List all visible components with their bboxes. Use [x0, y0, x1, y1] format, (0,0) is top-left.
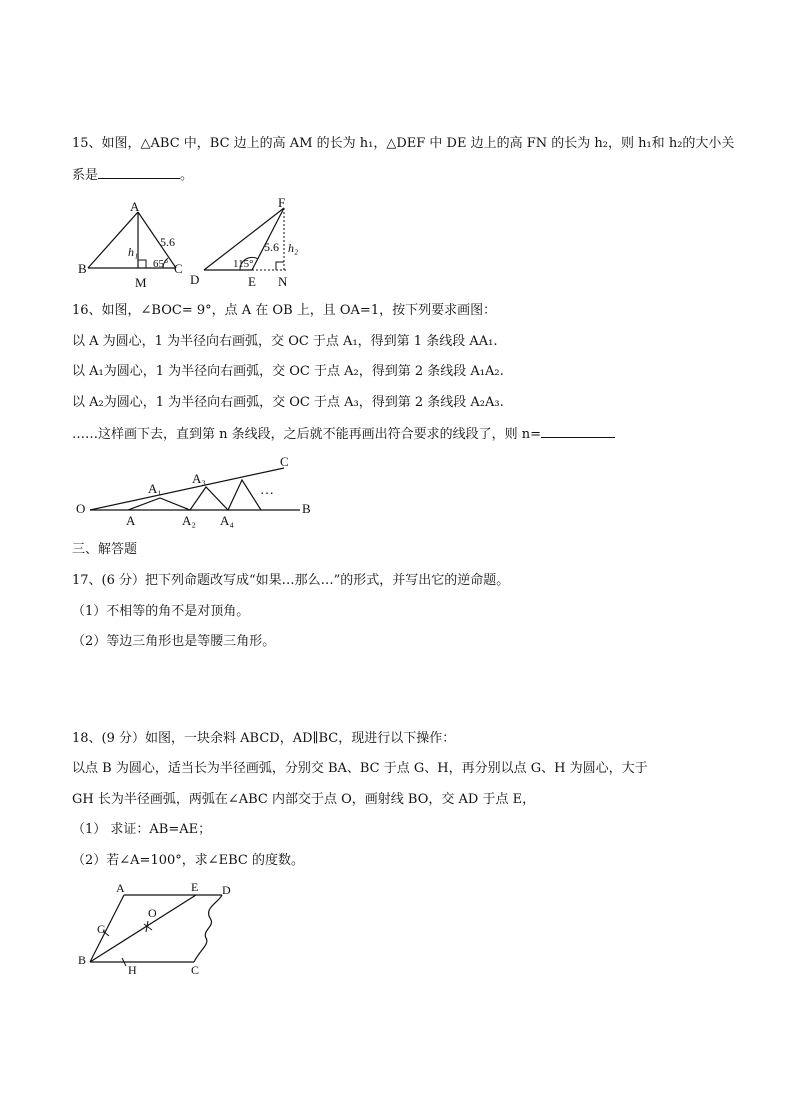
q18-line3: GH 长为半径画弧，两弧在∠ABC 内部交于点 O，画射线 BO，交 AD 于点 E， [72, 792, 536, 807]
fig2-label-side: 5.6 [264, 240, 279, 254]
fig1-label-m: M [135, 275, 147, 290]
q18-line1: 18、(9 分）如图，一块余料 ABCD，AD∥BC，现进行以下操作： [72, 731, 456, 746]
fig18-label-d: D [222, 883, 231, 897]
q18-item1: （1） 求证：AB=AE； [72, 822, 212, 837]
fig18-label-g: G [97, 922, 106, 936]
q17-line1: 17、(6 分）把下列命题改写成“如果…那么…”的形式，并写出它的逆命题。 [72, 573, 510, 588]
section-3-title: 三、解答题 [72, 542, 138, 557]
fig16-label-b: B [302, 501, 311, 516]
q15-line2-text: 系是 [72, 168, 99, 183]
q15-line2-end: 。 [180, 168, 194, 183]
fig18-label-c: C [191, 963, 200, 977]
fig2-label-e: E [248, 274, 256, 289]
fig1-label-h: h₁ [128, 245, 139, 259]
fig18-label-b: B [78, 953, 87, 967]
fig16-label-c: C [280, 454, 289, 469]
q16-line2: 以 A 为圆心，1 为半径向右画弧，交 OC 于点 A₁，得到第 1 条线段 AA₁. [72, 334, 498, 349]
q16-answer-blank [541, 425, 615, 438]
fig16-label-o: O [76, 501, 86, 516]
q16-line1: 16、如图，∠BOC= 9°，点 A 在 OB 上，且 OA=1，按下列要求画图： [72, 303, 497, 318]
q15-figure-2 [188, 196, 308, 290]
fig2-label-d: D [190, 272, 200, 287]
fig16-label-a3: A₃ [192, 471, 206, 486]
fig1-label-b: B [78, 261, 87, 276]
fig2-label-n: N [278, 274, 288, 289]
q17-item1: （1）不相等的角不是对顶角。 [72, 604, 250, 619]
fig2-label-angle: 115° [233, 258, 254, 270]
fig1-label-side: 5.6 [160, 235, 175, 249]
fig2-label-f: F [278, 195, 286, 210]
q15-line2 [72, 166, 193, 184]
fig16-label-dots: … [260, 483, 274, 498]
fig16-label-a1: A₁ [148, 481, 162, 496]
fig1-label-angle: 65° [153, 258, 169, 270]
fig16-label-a: A [126, 513, 136, 528]
q15-line1: 15、如图，△ABC 中，BC 边上的高 AM 的长为 h₁，△DEF 中 DE 边上的高 FN 的长为 h₂，则 h₁和 h₂的大小关 [72, 136, 735, 151]
fig18-label-o: O [148, 906, 157, 920]
q16-line3: 以 A₁为圆心，1 为半径向右画弧，交 OC 于点 A₂，得到第 2 条线段 A₁A₂. [72, 364, 504, 379]
q18-line2: 以点 B 为圆心，适当长为半径画弧，分别交 BA、BC 于点 G、H，再分别以点 G、H 为圆心，大于 [72, 761, 648, 776]
q15-answer-blank [98, 166, 180, 179]
fig16-label-a4: A₄ [220, 513, 234, 528]
q17-item2: （2）等边三角形也是等腰三角形。 [72, 634, 276, 649]
fig1-label-a: A [130, 199, 140, 214]
q18-item2: （2）若∠A=100°，求∠EBC 的度数。 [72, 853, 305, 868]
q18-figure [76, 878, 246, 976]
fig16-label-a2: A₂ [182, 513, 196, 528]
q16-line5-text: ……这样画下去，直到第 n 条线段，之后就不能再画出符合要求的线段了，则 n= [72, 427, 542, 442]
fig1-label-c: C [174, 261, 183, 276]
fig18-label-a: A [116, 881, 125, 895]
q16-figure [76, 452, 326, 530]
q16-line5 [72, 425, 615, 443]
q15-figure-1 [78, 198, 188, 290]
q16-line4: 以 A₂为圆心，1 为半径向右画弧，交 OC 于点 A₃，得到第 2 条线段 A₂A₃. [72, 395, 504, 410]
fig2-label-h: h₂ [288, 241, 299, 255]
fig18-label-e: E [191, 880, 199, 894]
fig18-label-h: H [128, 963, 137, 977]
